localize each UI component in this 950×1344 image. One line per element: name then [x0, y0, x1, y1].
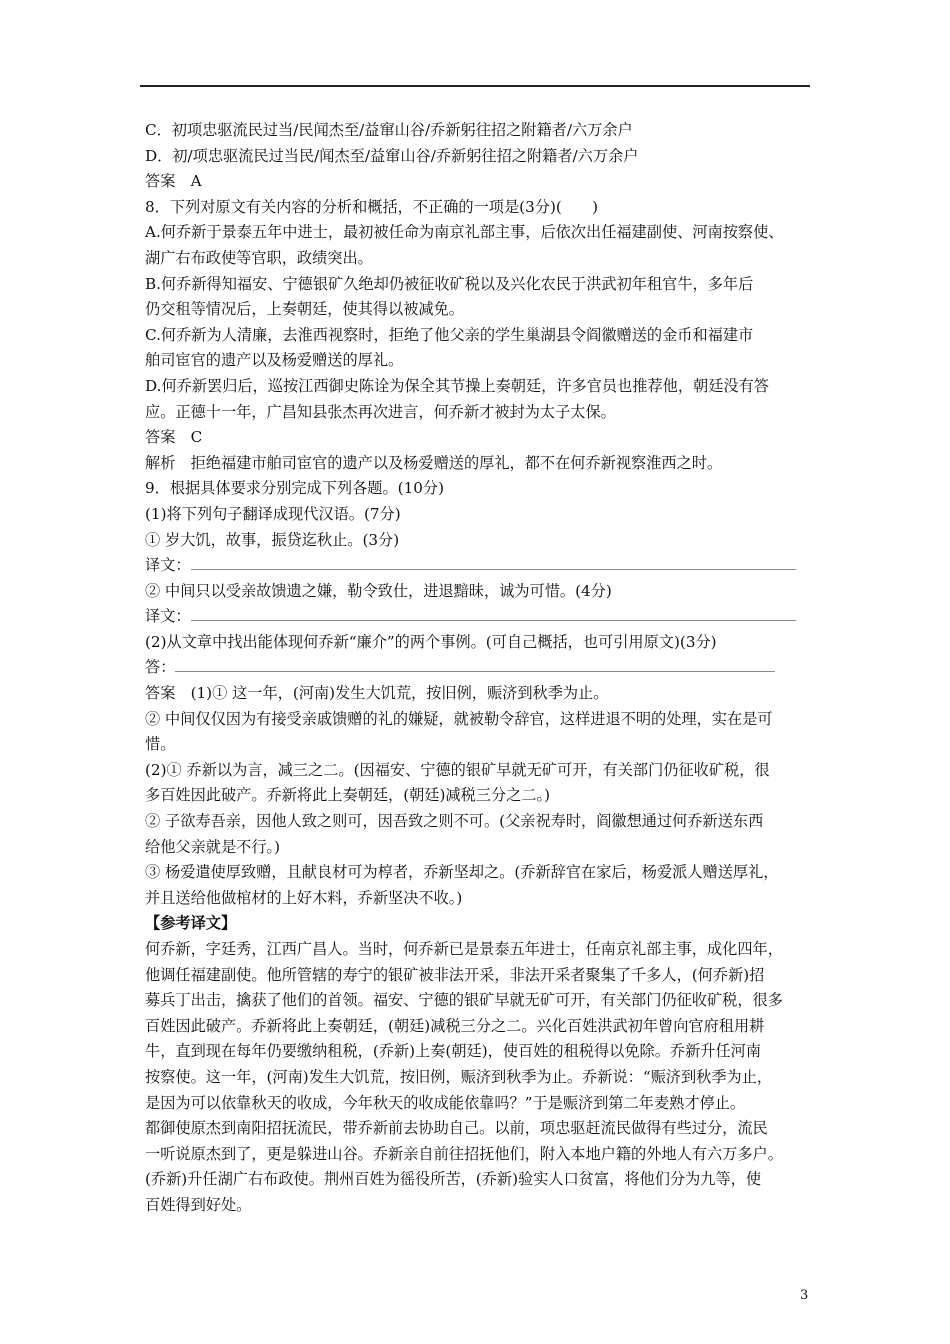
- translation-answer-line: [145, 553, 820, 579]
- translation-label: 译文：: [145, 607, 191, 626]
- text-line: 给他父亲就是不行。): [145, 837, 281, 856]
- text-line: 8．下列对原文有关内容的分析和概括，不正确的一项是(3分)( ): [145, 197, 599, 216]
- text-line: 他调任福建副使。他所管辖的寿宁的银矿被非法开采，非法开采者聚集了千多人，(何乔新)招: [145, 965, 765, 984]
- text-line: (1)将下列句子翻译成现代汉语。(7分): [145, 504, 401, 523]
- text-line: 募兵丁出击，擒获了他们的首领。福安、宁德的银矿早就无矿可开，有关部门仍征收矿税，很多: [145, 991, 783, 1010]
- text-line: 牛，直到现在每年仍要缴纳租税，(乔新)上奏(朝廷)，使百姓的租税得以免除。乔新升任河南: [145, 1042, 762, 1061]
- text-line: 答案 A: [145, 172, 202, 191]
- text-line: 一听说原杰到了，更是躲进山谷。乔新亲自前往招抚他们，附入本地户籍的外地人有六万多户。: [145, 1144, 783, 1163]
- text-line: 9．根据具体要求分别完成下列各题。(10分): [145, 479, 445, 498]
- text-line: ② 中间只以受亲故馈遗之嫌，勒令致仕，进退黯昧，诚为可惜。(4分): [145, 581, 612, 600]
- text-line: ① 岁大饥，故事，振贷迄秋止。(3分): [145, 530, 400, 549]
- translation-answer-line: [145, 604, 820, 630]
- text-line: 舶司宦官的遗产以及杨爱赠送的厚礼。: [145, 351, 404, 370]
- text-line: 都御使原杰到南阳招抚流民，带乔新前去协助自己。以前，项忠驱赶流民做得有些过分，流民: [145, 1119, 768, 1138]
- text-line: 答案 (1)① 这一年，(河南)发生大饥荒，按旧例，赈济到秋季为止。: [145, 684, 609, 703]
- text-line: D．初/项忠驱流民过当民/闻杰至/益窜山谷/乔新躬往招之附籍者/六万余户: [145, 146, 639, 165]
- text-line: 解析 拒绝福建市舶司宦官的遗产以及杨爱赠送的厚礼，都不在何乔新视察淮西之时。: [145, 453, 723, 472]
- text-line: 何乔新，字廷秀，江西广昌人。当时，何乔新已是景泰五年进士，任南京礼部主事，成化四年，: [145, 940, 783, 958]
- translation-label: 译文：: [145, 556, 191, 575]
- text-line: 惜。: [145, 735, 176, 754]
- text-line: B.何乔新得知福安、宁德银矿久绝却仍被征收矿税以及兴化农民于洪武初年租官牛，多年后: [145, 274, 754, 293]
- header-rule: [140, 85, 810, 87]
- text-line: 百姓因此破产。乔新将此上奏朝廷，(朝廷)减税三分之二。兴化百姓洪武初年曾向官府租用耕: [145, 1016, 765, 1035]
- text-line: ② 中间仅仅因为有接受亲戚馈赠的礼的嫌疑，就被勒令辞官，这样进退不明的处理，实在是可: [145, 709, 773, 728]
- answer-blank[interactable]: [191, 604, 796, 621]
- text-line: 并且送给他做棺材的上好木料，乔新坚决不收。): [145, 888, 463, 907]
- document-body: [145, 118, 820, 1219]
- text-line: 湖广右布政使等官职，政绩突出。: [145, 248, 373, 267]
- text-line: 答案 C: [145, 428, 203, 447]
- text-line: 按察使。这一年，(河南)发生大饥荒，按旧例，赈济到秋季为止。乔新说：“赈济到秋季为止，: [145, 1067, 773, 1086]
- answer-line: [145, 655, 820, 681]
- answer-blank[interactable]: [175, 655, 775, 672]
- answer-label: 答：: [145, 658, 176, 677]
- answer-blank[interactable]: [191, 553, 796, 570]
- text-line: A.何乔新于景泰五年中进士，最初被任命为南京礼部主事，后依次出任福建副使、河南按察使、: [145, 223, 784, 242]
- text-line: C.何乔新为人清廉，去淮西视察时，拒绝了他父亲的学生巢湖县令阎徽赠送的金币和福建市: [145, 325, 754, 344]
- reference-translation-heading: 【参考译文】: [145, 914, 237, 933]
- text-line: D.何乔新罢归后，巡按江西御史陈诠为保全其节操上奏朝廷，许多官员也推荐他，朝廷没有答: [145, 376, 769, 395]
- text-line: ② 子欲寿吾亲，因他人致之则可，因吾致之则不可。(父亲祝寿时，阎徽想通过何乔新送东西: [145, 812, 764, 831]
- text-line: 百姓得到好处。: [145, 1195, 252, 1214]
- text-line: 多百姓因此破产。乔新将此上奏朝廷，(朝廷)减税三分之二。): [145, 786, 551, 805]
- text-line: (2)① 乔新以为言，减三之二。(因福安、宁德的银矿早就无矿可开，有关部门仍征收矿税，很: [145, 760, 770, 779]
- text-line: 应。正德十一年，广昌知县张杰再次进言，何乔新才被封为太子太保。: [145, 402, 616, 421]
- text-line: (乔新)升任湖广右布政使。荆州百姓为徭役所苦，(乔新)验实人口贫富，将他们分为九等，使: [145, 1170, 762, 1189]
- page-number: 3: [800, 1288, 809, 1303]
- text-line: ③ 杨爱遣使厚致赠，且献良材可为椁者，乔新坚却之。(乔新辞官在家后，杨爱派人赠送厚礼，: [145, 863, 779, 882]
- text-line: 是因为可以依靠秋天的收成，今年秋天的收成能依靠吗？”于是赈济到第二年麦熟才停止。: [145, 1093, 746, 1112]
- text-line: C．初项忠驱流民过当/民闻杰至/益窜山谷/乔新躬往招之附籍者/六万余户: [145, 121, 633, 139]
- text-line: (2)从文章中找出能体现何乔新“廉介”的两个事例。(可自己概括，也可引用原文)(3分): [145, 632, 717, 651]
- text-line: 仍交租等情况后，上奏朝廷，使其得以被减免。: [145, 300, 464, 319]
